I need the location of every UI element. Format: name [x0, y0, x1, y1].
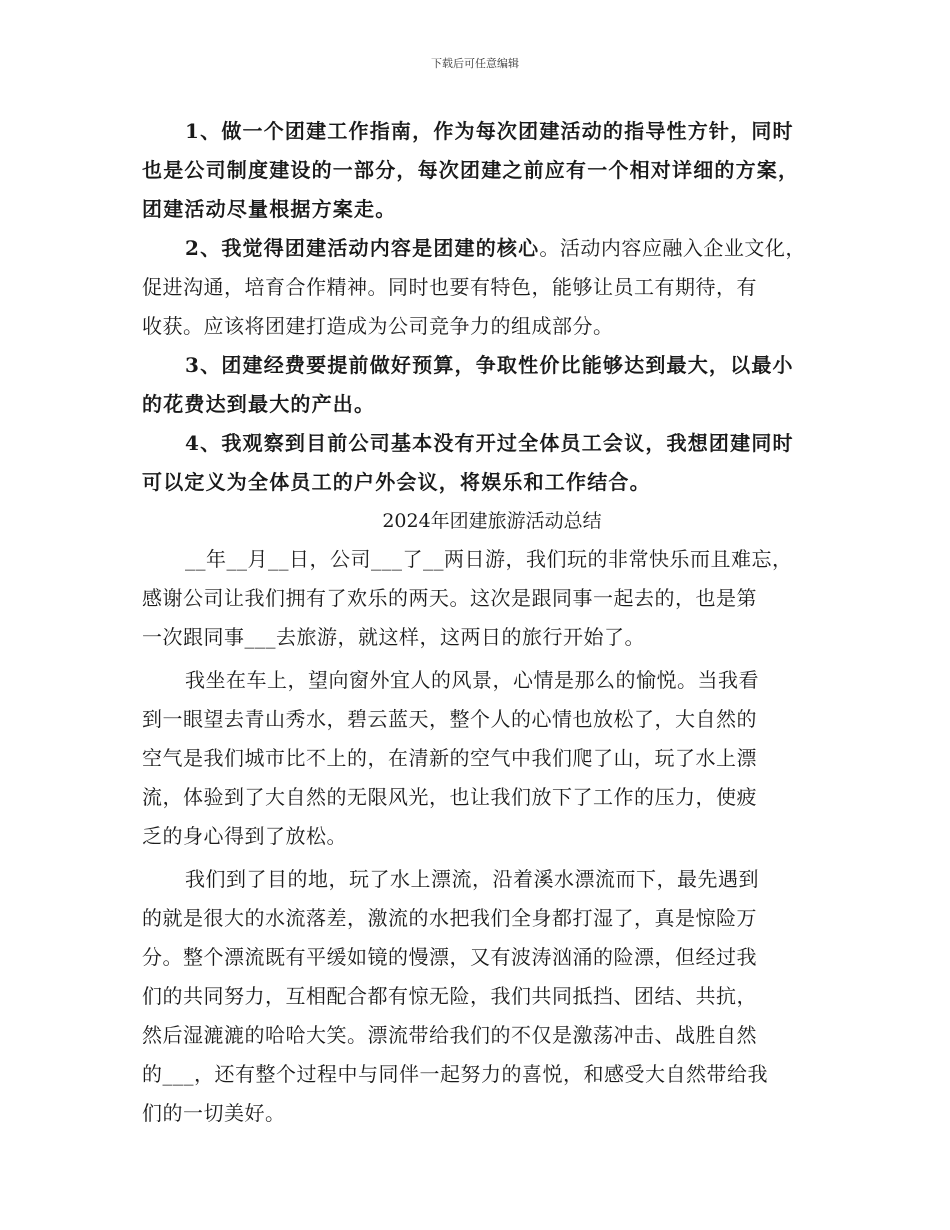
page-header: 下载后可任意编辑	[431, 57, 519, 70]
document-body	[142, 112, 822, 1133]
text-line	[142, 229, 822, 268]
text-line: 3、团建经费要提前做好预算，争取性价比能够达到最大，以最小	[185, 353, 794, 377]
text-line: 的就是很大的水流落差，激流的水把我们全身都打湿了，真是惊险万	[142, 906, 757, 930]
text-line: 然后湿漉漉的哈哈大笑。漂流带给我们的不仅是激荡冲击、战胜自然	[142, 1023, 757, 1047]
article-paragraph-2	[142, 661, 822, 856]
bold-lead: 2、我觉得团建活动内容是团建的核心	[185, 236, 540, 260]
text-line: 4、我观察到目前公司基本没有开过全体员工会议，我想团建同时	[185, 431, 794, 455]
text-line: 空气是我们城市比不上的，在清新的空气中我们爬了山，玩了水上漂	[142, 746, 757, 770]
text-line: 分。整个漂流既有平缓如镜的慢漂，又有波涛汹涌的险漂，但经过我	[142, 945, 757, 969]
text-line: 促进沟通，培育合作精神。同时也要有特色，能够让员工有期待，有	[142, 275, 757, 299]
text-line: __年__月__日，公司___了__两日游，我们玩的非常快乐而且难忘，	[185, 547, 793, 571]
paragraph-item-3	[142, 346, 822, 424]
text-line: 们的共同努力，互相配合都有惊无险，我们共同抵挡、团结、共抗，	[142, 984, 757, 1008]
line-rest: 。活动内容应融入企业文化，	[539, 236, 806, 260]
text-line: 我们到了目的地，玩了水上漂流，沿着溪水漂流而下，最先遇到	[185, 867, 759, 891]
text-line: 们的一切美好。	[142, 1101, 286, 1125]
text-line: 团建活动尽量根据方案走。	[142, 197, 397, 221]
text-line: 我坐在车上，望向窗外宜人的风景，心情是那么的愉悦。当我看	[185, 668, 759, 692]
text-line: 的花费达到最大的产出。	[142, 392, 376, 416]
article-paragraph-3	[142, 860, 822, 1133]
text-line: 也是公司制度建设的一部分，每次团建之前应有一个相对详细的方案，	[142, 158, 800, 182]
article-title: 2024年团建旅游活动总结	[382, 510, 602, 532]
paragraph-item-1	[142, 112, 822, 229]
text-line: 流，体验到了大自然的无限风光，也让我们放下了工作的压力，使疲	[142, 785, 757, 809]
text-line: 感谢公司让我们拥有了欢乐的两天。这次是跟同事一起去的，也是第	[142, 586, 757, 610]
text-line: 一次跟同事___去旅游，就这样，这两日的旅行开始了。	[142, 625, 645, 649]
paragraph-item-4	[142, 424, 822, 502]
text-line: 的___，还有整个过程中与同伴一起努力的喜悦，和感受大自然带给我	[142, 1062, 768, 1086]
paragraph-item-2	[142, 229, 822, 346]
text-line: 1、做一个团建工作指南，作为每次团建活动的指导性方针，同时	[185, 119, 794, 143]
text-line: 可以定义为全体员工的户外会议，将娱乐和工作结合。	[142, 470, 651, 494]
text-line: 乏的身心得到了放松。	[142, 824, 347, 848]
text-line: 收获。应该将团建打造成为公司竞争力的组成部分。	[142, 314, 614, 338]
text-line: 到一眼望去青山秀水，碧云蓝天，整个人的心情也放松了，大自然的	[142, 707, 757, 731]
article-paragraph-1	[142, 540, 822, 657]
